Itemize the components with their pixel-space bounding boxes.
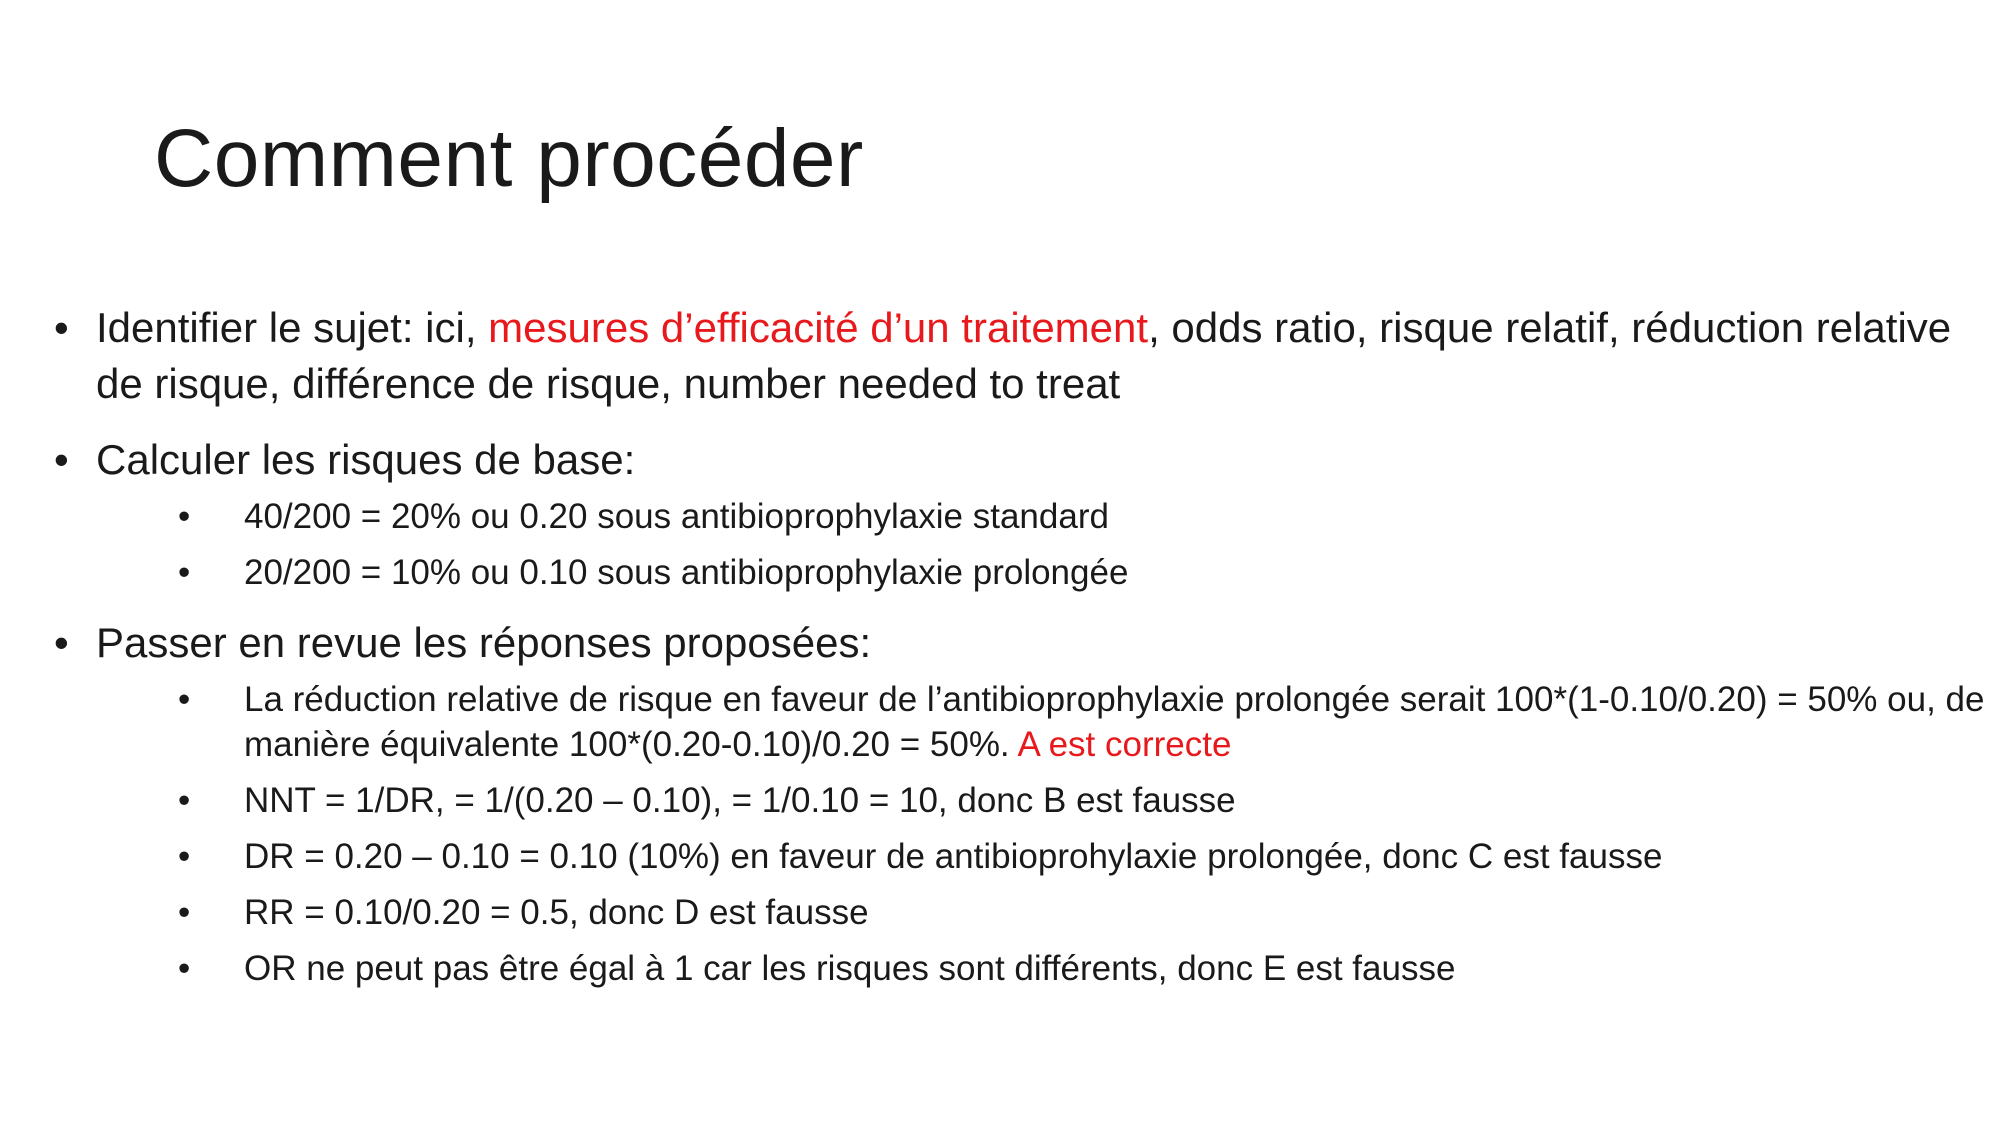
bullet-review-answers xyxy=(50,615,1990,991)
sub-bullet-item xyxy=(96,677,1990,767)
sub-bullet-item xyxy=(96,494,1990,539)
bullet-text: Passer en revue les réponses proposées: xyxy=(96,619,872,666)
answer-e-text: OR ne peut pas être égal à 1 car les risques sont différents, donc E est fausse xyxy=(244,949,1456,988)
bullet-text-suffix: , odds ratio, risque relatif, réduction relative de risque, différence de risque, number needed to treat xyxy=(96,304,1952,407)
sub-bullet-text: 20/200 = 10% ou 0.10 sous antibioprophylaxie prolongée xyxy=(244,553,1129,592)
bullet-dot-icon: • xyxy=(178,680,191,719)
highlighted-subject: mesures d’efficacité d’un traitement xyxy=(488,304,1149,351)
bullet-dot-icon: • xyxy=(178,837,191,876)
bullet-identify-subject xyxy=(50,300,1990,412)
bullet-dot-icon: • xyxy=(178,553,191,592)
answer-b-text: NNT = 1/DR, = 1/(0.20 – 0.10), = 1/0.10 = 10, donc B est fausse xyxy=(244,781,1236,820)
sub-bullet-item xyxy=(96,778,1990,823)
slide-title: Comment procéder xyxy=(154,113,864,204)
slide-body xyxy=(50,300,1990,1011)
sub-bullet-item xyxy=(96,550,1990,595)
bullet-text: Calculer les risques de base: xyxy=(96,436,636,483)
bullet-dot-icon: • xyxy=(178,893,191,932)
sub-bullet-text: 40/200 = 20% ou 0.20 sous antibioprophylaxie standard xyxy=(244,497,1109,536)
answer-a-explanation: La réduction relative de risque en faveur de l’antibioprophylaxie prolongée serait 100*(1-0.10/0.20) = 50% ou, de manière équivalente 100*(0.20-0.10)/0.20 = 50%. xyxy=(244,680,1985,764)
bullet-dot-icon: • xyxy=(54,436,69,483)
sub-bullet-item xyxy=(96,834,1990,879)
bullet-text-prefix: Identifier le sujet: ici, xyxy=(96,304,489,351)
sub-bullet-list xyxy=(96,494,1990,595)
answer-c-text: DR = 0.20 – 0.10 = 0.10 (10%) en faveur de antibioprohylaxie prolongée, donc C est fausse xyxy=(244,837,1663,876)
bullet-dot-icon: • xyxy=(54,304,69,351)
sub-bullet-list xyxy=(96,677,1990,991)
sub-bullet-text xyxy=(146,677,1990,767)
bullet-dot-icon: • xyxy=(54,619,69,666)
bullet-dot-icon: • xyxy=(178,949,191,988)
answer-d-text: RR = 0.10/0.20 = 0.5, donc D est fausse xyxy=(244,893,869,932)
bullet-calculate-risks xyxy=(50,432,1990,595)
answer-a-verdict: A est correcte xyxy=(1017,725,1232,764)
bullet-dot-icon: • xyxy=(178,781,191,820)
bullet-dot-icon: • xyxy=(178,497,191,536)
sub-bullet-item xyxy=(96,946,1990,991)
sub-bullet-item xyxy=(96,890,1990,935)
